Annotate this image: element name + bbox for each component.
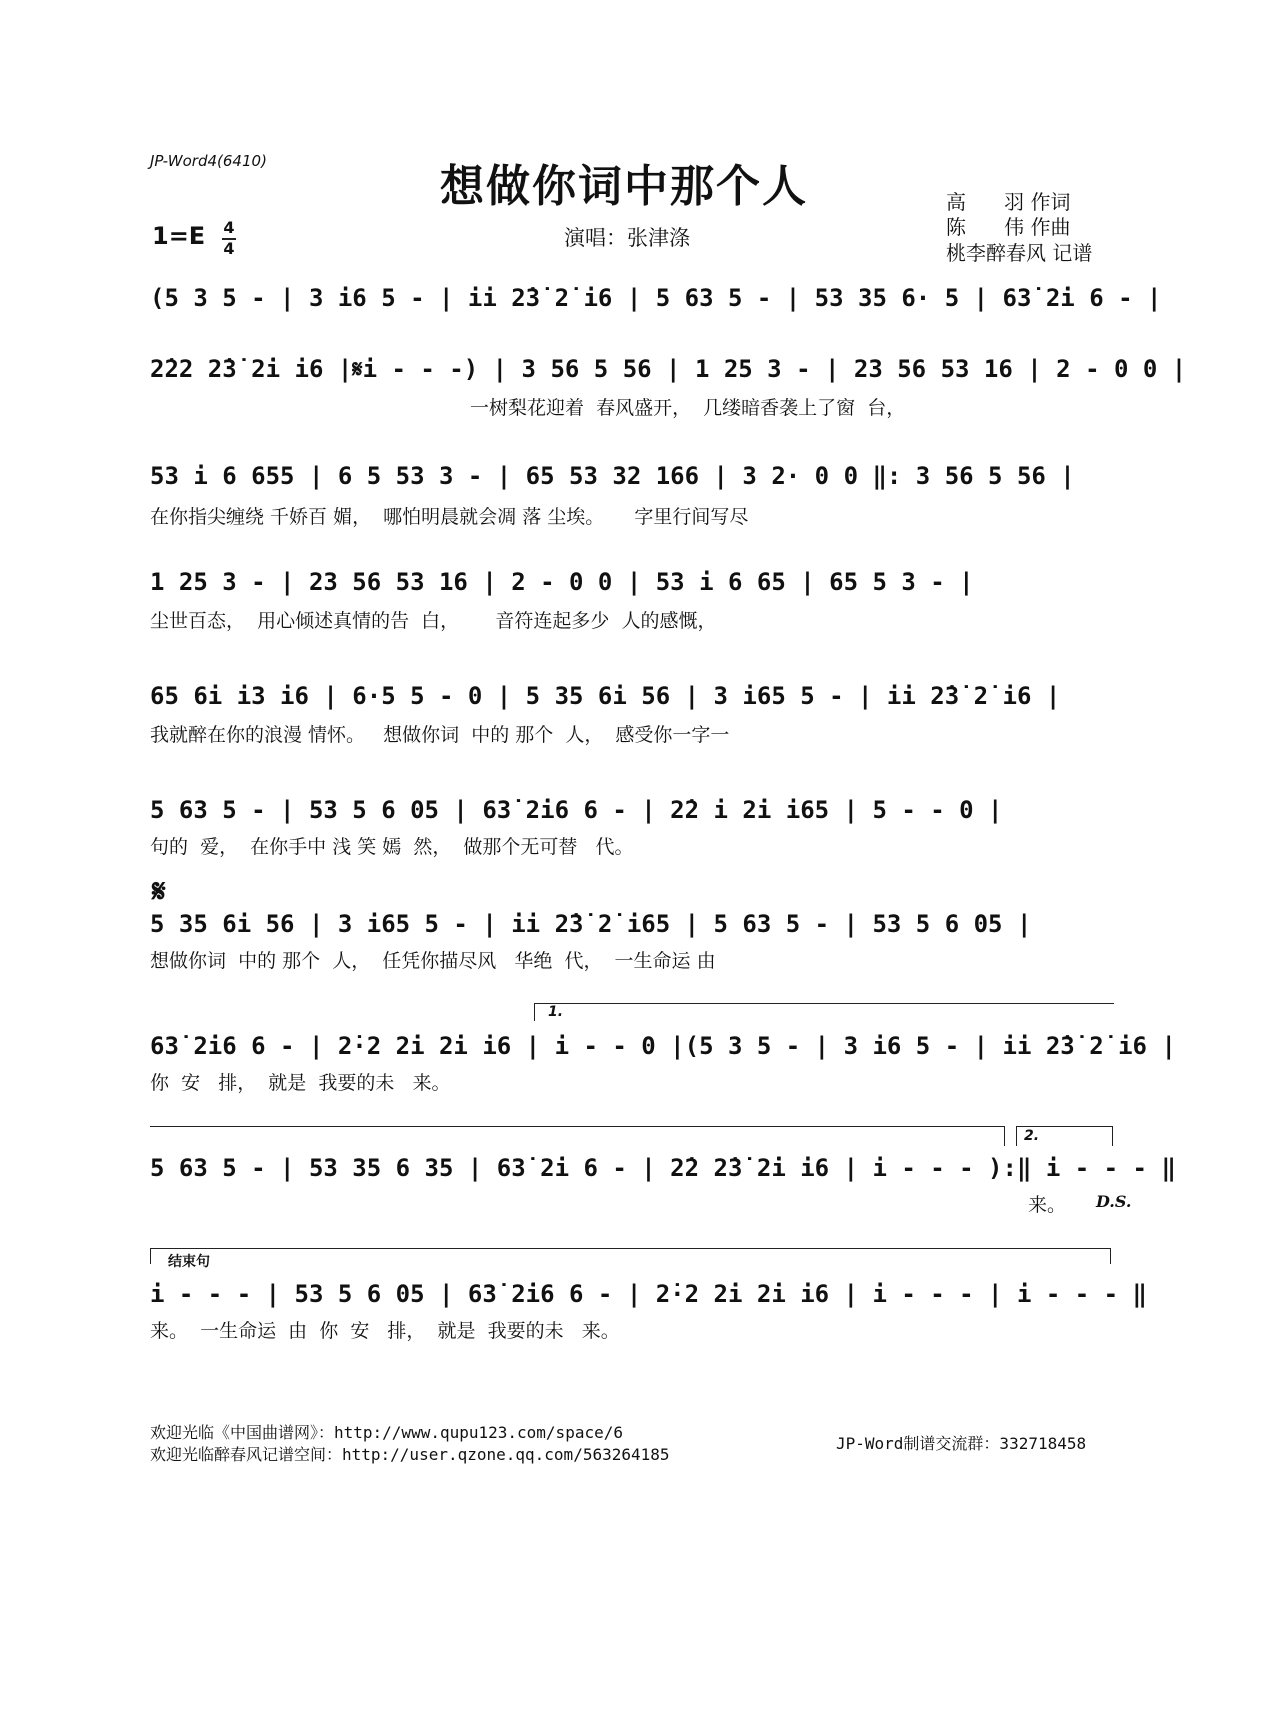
lyrics-line-7: 想做你词 中的 那个 人， 任凭你描尽风 华绝 代， 一生命运 由 bbox=[150, 950, 716, 972]
coda-bracket-end bbox=[1110, 1248, 1111, 1264]
volta-2-bracket-start bbox=[1016, 1126, 1017, 1146]
key-signature: 1=E bbox=[152, 222, 206, 250]
notation-line-8: 63̇ 2̇i6 6 - | 2̇·2 2̇i 2̇i i6 | i - - 0 |(5 3 5 - | 3 i6 5 - | ii 2̇3̇ 2̇ i6 | bbox=[150, 1032, 1176, 1060]
lyrics-line-8: 你 安 排， 就是 我要的未 来。 bbox=[150, 1072, 451, 1094]
ds-marking: D.S. bbox=[1096, 1192, 1132, 1211]
notation-line-3: 53 i 6 655 | 6 5 53 3 - | 65 53 32 166 | 3 2· 0 0 ‖: 3 56 5 56 | bbox=[150, 462, 1075, 490]
volta-1-bracket-start bbox=[534, 1003, 535, 1021]
lyrics-line-4: 尘世百态， 用心倾述真情的告 白， 音符连起多少 人的感慨， bbox=[150, 610, 717, 632]
notation-line-10: i - - - | 53 5 6 05 | 63̇ 2̇i6 6 - | 2̇·2 2̇i 2̇i i6 | i - - - | i - - - ‖ bbox=[150, 1280, 1147, 1308]
coda-bracket-start bbox=[150, 1248, 151, 1264]
lyrics-line-2: 一树梨花迎着 春风盛开， 几缕暗香袭上了窗 台， bbox=[470, 397, 906, 419]
time-signature-top: 4 bbox=[223, 218, 235, 237]
volta-2-bracket bbox=[1016, 1126, 1112, 1127]
time-signature-bottom: 4 bbox=[223, 239, 235, 258]
lyrics-line-5: 我就醉在你的浪漫 情怀。 想做你词 中的 那个 人， 感受你一字一 bbox=[150, 724, 730, 746]
segno-sign: 𝄋 bbox=[152, 872, 166, 910]
notation-line-2: 2̇22 2̇3̇ 2̇i i6 |𝄋i - - -) | 3 56 5 56 | 1 25 3 - | 23 56 53 16 | 2 - 0 0 | bbox=[150, 355, 1187, 383]
transcriber-credit: 桃李醉春风 记谱 bbox=[946, 241, 1093, 265]
volta-1-end bbox=[1004, 1126, 1005, 1146]
volta-1-label: 1. bbox=[548, 1004, 564, 1020]
composer-credit: 陈 伟 作曲 bbox=[946, 215, 1071, 239]
volta-1-continue bbox=[150, 1126, 1004, 1127]
footer-group: JP-Word制谱交流群：332718458 bbox=[836, 1434, 1087, 1453]
lyrics-line-3: 在你指尖缠绕 千娇百 媚， 哪怕明晨就会凋 落 尘埃。 字里行间写尽 bbox=[150, 506, 749, 528]
notation-line-6: 5 63 5 - | 53 5 6 05 | 63̇ 2̇i6 6 - | 2̇2 i 2̇i i65 | 5 - - 0 | bbox=[150, 796, 1003, 824]
footer-site-link: 欢迎光临《中国曲谱网》：http://www.qupu123.com/space/6 bbox=[150, 1423, 623, 1442]
volta-2-label: 2. bbox=[1024, 1128, 1040, 1144]
notation-line-1: (5 3 5 - | 3 i6 5 - | ii 2̇3̇ 2̇ i6 | 5 63 5 - | 53 35 6· 5 | 63̇ 2̇i 6 - | bbox=[150, 284, 1162, 312]
notation-line-7: 5 35 6i 56 | 3 i65 5 - | ii 2̇3̇ 2̇ i65 | 5 63 5 - | 53 5 6 05 | bbox=[150, 910, 1032, 938]
coda-bracket bbox=[150, 1248, 1110, 1249]
volta-2-bracket-end bbox=[1112, 1126, 1113, 1146]
song-title: 想做你词中那个人 bbox=[440, 161, 808, 212]
notation-line-4: 1 25 3 - | 23 56 53 16 | 2 - 0 0 | 53 i 6 65 | 65 5 3 - | bbox=[150, 568, 974, 596]
notation-line-9: 5 63 5 - | 53 35 6 35 | 63̇ 2̇i 6 - | 2̇2 2̇3̇ 2̇i i6 | i - - - ):‖ i - - - ‖ bbox=[150, 1154, 1176, 1182]
lyrics-line-9: 来。 bbox=[1028, 1194, 1067, 1216]
singer-credit: 演唱：张津涤 bbox=[564, 226, 690, 250]
lyrics-line-10: 来。 一生命运 由 你 安 排， 就是 我要的未 来。 bbox=[150, 1320, 620, 1342]
coda-label: 结束句 bbox=[168, 1254, 210, 1270]
footer-qzone-link: 欢迎光临醉春风记谱空间：http://user.qzone.qq.com/563264185 bbox=[150, 1445, 670, 1464]
lyrics-line-6: 句的 爱， 在你手中 浅 笑 嫣 然， 做那个无可替 代。 bbox=[150, 836, 634, 858]
software-label: JP-Word4(6410) bbox=[150, 152, 267, 170]
volta-1-bracket bbox=[534, 1003, 1114, 1004]
notation-line-5: 65 6i i3 i6 | 6·5 5 - 0 | 5 35 6i 56 | 3 i65 5 - | ii 2̇3̇ 2̇ i6 | bbox=[150, 682, 1061, 710]
lyricist-credit: 高 羽 作词 bbox=[946, 190, 1071, 214]
